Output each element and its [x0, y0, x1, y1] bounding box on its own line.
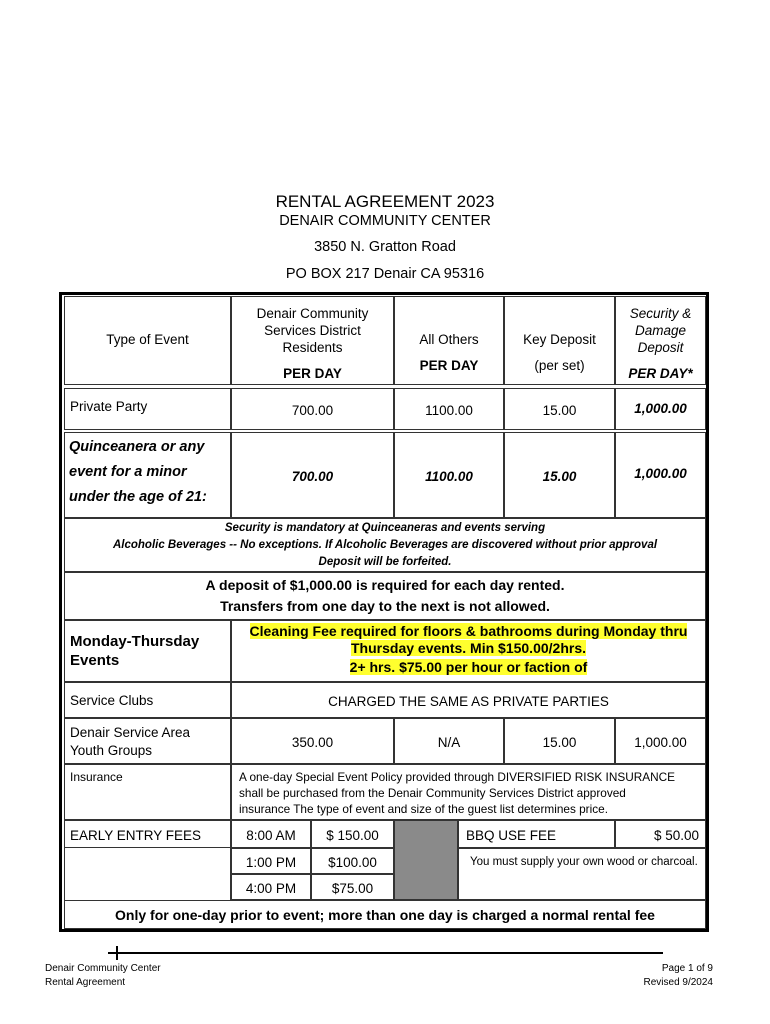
col-header-others [394, 296, 504, 385]
early-time-1: 8:00 AM [246, 828, 296, 843]
header-org: DENAIR COMMUNITY CENTER [279, 213, 491, 229]
early-price-cell-3 [311, 874, 394, 900]
row-quince-label-1: Quinceanera or any [69, 439, 205, 455]
mon-thu-label-cell [64, 620, 231, 682]
deposit-note [64, 572, 706, 620]
footer-left-1: Denair Community Center [45, 963, 161, 974]
row-private-key: 15.00 [542, 403, 577, 418]
col-others-label: All Others [419, 332, 479, 347]
gray-spacer [394, 820, 458, 900]
early-entry-footer: Only for one-day prior to event; more than one day is charged a normal rental fee [115, 907, 655, 923]
row-private-others: 1100.00 [425, 403, 473, 418]
youth-others: N/A [437, 735, 461, 750]
mon-thu-label-1: Monday-Thursday [70, 633, 200, 650]
col-header-key [504, 296, 615, 385]
bbq-note-cell [458, 848, 706, 900]
bbq-label: BBQ USE FEE [466, 828, 557, 843]
youth-security-cell [615, 718, 706, 764]
youth-residents: 350.00 [291, 735, 334, 750]
early-time-cell-1 [231, 820, 311, 848]
row-quince-security: 1,000.00 [634, 466, 687, 481]
footer-revised: Revised 9/2024 [643, 977, 713, 988]
insurance-label-cell [64, 764, 231, 820]
early-price-cell-1 [311, 820, 394, 848]
row-private-residents: 700.00 [291, 403, 334, 418]
security-note [64, 518, 706, 572]
row-private-others-cell [394, 388, 504, 430]
row-quince-key-cell [504, 432, 615, 518]
security-note-line1: Security is mandatory at Quinceaneras and events serving [224, 522, 546, 534]
deposit-note-line2: Transfers from one day to the next is not allowed. [220, 598, 550, 614]
youth-others-cell [394, 718, 504, 764]
footer-rule [108, 952, 663, 954]
row-private-key-cell [504, 388, 615, 430]
bbq-price-cell [615, 820, 706, 848]
row-quince-label-2: event for a minor [69, 464, 187, 480]
bbq-note: You must supply your own wood or charcoal. [470, 856, 698, 868]
early-entry-blank-cell [64, 848, 231, 900]
bbq-label-cell [458, 820, 615, 848]
col-others-sub: PER DAY [419, 358, 479, 373]
youth-key: 15.00 [542, 735, 577, 750]
footer-page: Page 1 of 9 [661, 963, 713, 974]
insurance-line2: shall be purchased from the Denair Community Services District approved [239, 786, 626, 800]
col-security-label: Security & Damage Deposit [629, 306, 692, 355]
col-security-sub: PER DAY* [628, 366, 693, 381]
mon-thu-line2: Thursday events. Min $150.00/2hrs. [351, 640, 586, 656]
early-entry-label-cell [64, 820, 231, 848]
security-note-line3: Deposit will be forfeited. [318, 556, 452, 568]
col-type-label: Type of Event [106, 332, 189, 347]
row-quince-label-3: under the age of 21: [69, 489, 207, 505]
early-price-2: $100.00 [328, 855, 377, 870]
mon-thu-line3: 2+ hrs. $75.00 per hour or faction of [349, 659, 588, 675]
early-price-3: $75.00 [331, 881, 374, 896]
footer-tick-mark [116, 946, 118, 960]
row-private-security-cell [615, 388, 706, 430]
youth-security: 1,000.00 [634, 735, 687, 750]
youth-key-cell [504, 718, 615, 764]
early-time-2: 1:00 PM [245, 855, 297, 870]
document-title: RENTAL AGREEMENT 2023 [275, 192, 495, 211]
early-time-3: 4:00 PM [245, 881, 297, 896]
row-quince-others: 1100.00 [425, 469, 473, 484]
service-clubs-value: CHARGED THE SAME AS PRIVATE PARTIES [328, 694, 609, 709]
early-entry-footer-cell [64, 900, 706, 929]
row-private-residents-cell [231, 388, 394, 430]
row-private-label: Private Party [70, 399, 148, 414]
row-quince-label-cell [64, 432, 231, 518]
insurance-line1: A one-day Special Event Policy provided through DIVERSIFIED RISK INSURANCE [239, 770, 676, 784]
row-quince-key: 15.00 [542, 469, 577, 484]
row-private-label-cell [64, 388, 231, 430]
insurance-label: Insurance [70, 770, 123, 784]
mon-thu-line1: Cleaning Fee required for floors & bathrooms during Monday thru [249, 623, 688, 639]
youth-label-cell [64, 718, 231, 764]
service-clubs-label-cell [64, 682, 231, 718]
early-price-1: $ 150.00 [326, 828, 379, 843]
youth-residents-cell [231, 718, 394, 764]
mon-thu-cleaning-fee [231, 620, 706, 682]
col-residents-label: Denair Community Services District Residents [256, 306, 369, 355]
footer-left-2: Rental Agreement [45, 977, 126, 988]
early-time-cell-3 [231, 874, 311, 900]
insurance-line3: insurance The type of event and size of the guest list determines price. [239, 802, 608, 816]
row-quince-others-cell [394, 432, 504, 518]
deposit-note-line1: A deposit of $1,000.00 is required for each day rented. [205, 577, 565, 593]
row-quince-residents-cell [231, 432, 394, 518]
youth-label-1: Denair Service Area [70, 725, 191, 740]
early-price-cell-2 [311, 848, 394, 874]
youth-label-2: Youth Groups [70, 743, 153, 758]
header-po-box: PO BOX 217 Denair CA 95316 [285, 266, 485, 282]
col-key-sub: (per set) [534, 358, 585, 373]
bbq-price: $ 50.00 [653, 828, 699, 843]
mon-thu-label-2: Events [70, 652, 120, 669]
early-entry-label: EARLY ENTRY FEES [70, 828, 202, 843]
insurance-text-cell [231, 764, 706, 820]
col-key-label: Key Deposit [523, 332, 596, 347]
col-header-type [64, 296, 231, 385]
row-private-security: 1,000.00 [634, 401, 687, 416]
security-note-line2: Alcoholic Beverages -- No exceptions. If Alcoholic Beverages are discovered without prior approval [112, 539, 658, 551]
col-header-security [615, 296, 706, 385]
row-quince-security-cell [615, 432, 706, 518]
service-clubs-label: Service Clubs [70, 693, 154, 708]
service-clubs-value-cell [231, 682, 706, 718]
col-header-residents [231, 296, 394, 385]
row-quince-residents: 700.00 [291, 469, 334, 484]
early-time-cell-2 [231, 848, 311, 874]
header-address: 3850 N. Gratton Road [314, 239, 456, 255]
col-residents-sub: PER DAY [283, 366, 342, 381]
